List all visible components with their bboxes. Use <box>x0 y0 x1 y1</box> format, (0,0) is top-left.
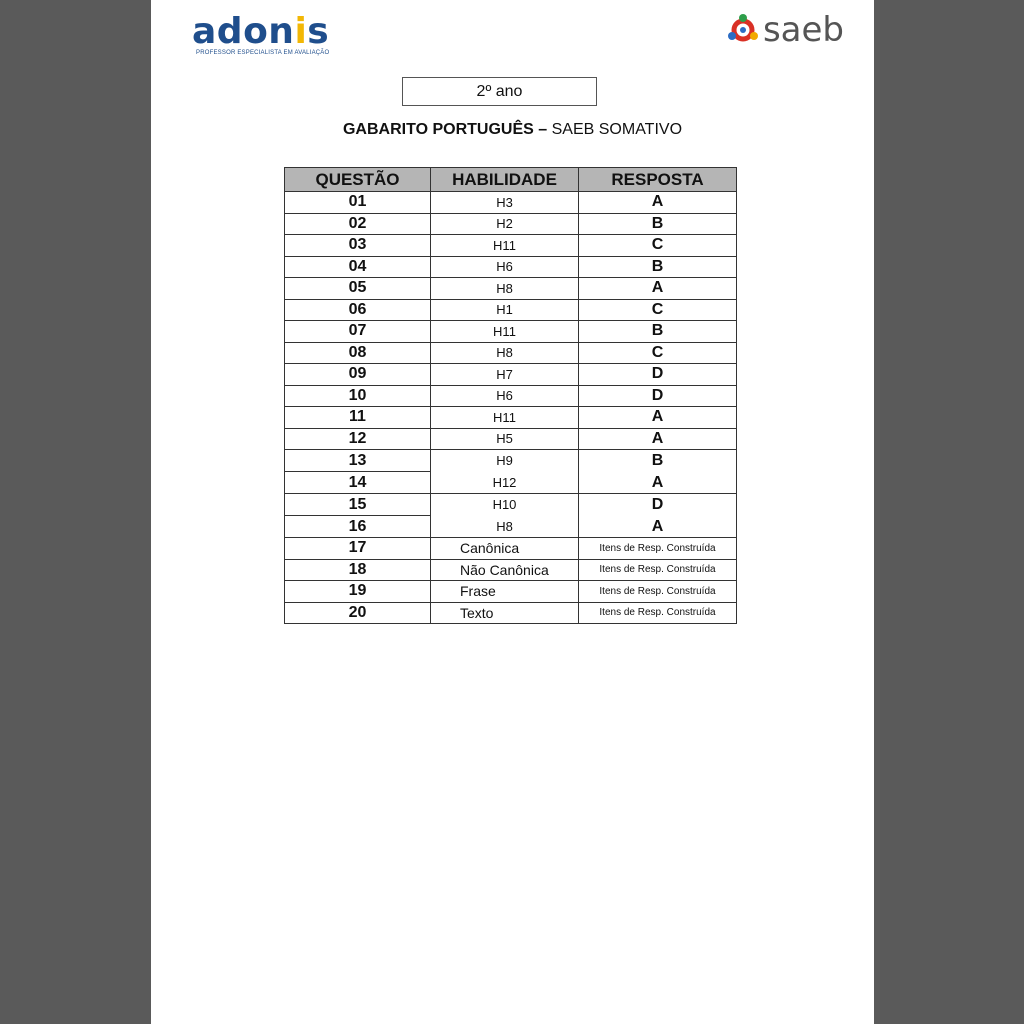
question-number: 07 <box>285 321 431 343</box>
answer-cell: C <box>579 299 737 321</box>
skill-cell: Frase <box>431 581 579 603</box>
table-row <box>285 321 737 343</box>
skill-cell-merged <box>431 494 579 538</box>
question-number: 18 <box>285 559 431 581</box>
skill-cell: H7 <box>431 364 579 386</box>
question-number: 13 <box>285 450 431 472</box>
table-row <box>285 559 737 581</box>
skill-text: H10 <box>492 497 517 512</box>
question-number: 02 <box>285 213 431 235</box>
saeb-logo-wordmark: saeb <box>762 10 844 50</box>
question-number: 17 <box>285 538 431 560</box>
answer-text: B <box>651 452 664 469</box>
answer-cell: C <box>579 235 737 257</box>
skill-cell: H5 <box>431 428 579 450</box>
table-row <box>285 494 737 516</box>
page-title <box>151 121 874 139</box>
question-number: 09 <box>285 364 431 386</box>
table-header-row <box>285 168 737 192</box>
table-row <box>285 428 737 450</box>
table-row <box>285 581 737 603</box>
title-normal: SAEB SOMATIVO <box>551 121 683 138</box>
adonis-logo-tagline: PROFESSOR ESPECIALISTA EM AVALIAÇÃO <box>196 50 330 56</box>
answer-cell: A <box>579 428 737 450</box>
skill-cell: H2 <box>431 213 579 235</box>
table-row <box>285 213 737 235</box>
question-number: 08 <box>285 342 431 364</box>
skill-cell: H8 <box>431 342 579 364</box>
question-number: 01 <box>285 192 431 214</box>
question-number: 12 <box>285 428 431 450</box>
question-number: 14 <box>285 472 431 494</box>
saeb-emblem-icon <box>725 12 761 48</box>
answer-cell: Itens de Resp. Construída <box>579 559 737 581</box>
question-number: 20 <box>285 602 431 624</box>
answer-cell: A <box>579 278 737 300</box>
skill-cell: Não Canônica <box>431 559 579 581</box>
answer-cell: B <box>579 213 737 235</box>
skill-cell: Canônica <box>431 538 579 560</box>
skill-cell: H11 <box>431 321 579 343</box>
answer-cell: Itens de Resp. Construída <box>579 581 737 603</box>
answer-cell: B <box>579 321 737 343</box>
skill-text: H12 <box>492 474 517 490</box>
header-habilidade: HABILIDADE <box>431 168 579 192</box>
skill-cell: H3 <box>431 192 579 214</box>
grade-label: 2º ano <box>402 77 597 106</box>
table-row <box>285 450 737 472</box>
adonis-logo-wordmark: adonis <box>192 11 330 52</box>
skill-text: H9 <box>496 453 513 468</box>
skill-cell: H11 <box>431 235 579 257</box>
table-row <box>285 407 737 429</box>
header-questao: QUESTÃO <box>285 168 431 192</box>
table-row <box>285 235 737 257</box>
skill-cell: Texto <box>431 602 579 624</box>
answer-text: A <box>651 517 664 535</box>
document-page <box>151 0 874 1024</box>
question-number: 15 <box>285 494 431 516</box>
header-resposta: RESPOSTA <box>579 168 737 192</box>
title-bold: GABARITO PORTUGUÊS – <box>342 121 548 138</box>
skill-text: H8 <box>496 518 513 534</box>
answer-cell: D <box>579 385 737 407</box>
skill-cell-merged <box>431 450 579 494</box>
table-row <box>285 364 737 386</box>
question-number: 06 <box>285 299 431 321</box>
question-number: 04 <box>285 256 431 278</box>
skill-cell: H6 <box>431 385 579 407</box>
skill-cell: H1 <box>431 299 579 321</box>
saeb-logo <box>725 10 844 50</box>
answer-cell: Itens de Resp. Construída <box>579 602 737 624</box>
answer-text: D <box>651 496 664 513</box>
question-number: 11 <box>285 407 431 429</box>
answer-cell-merged <box>579 494 737 538</box>
table-row <box>285 538 737 560</box>
answer-cell: B <box>579 256 737 278</box>
table-row <box>285 385 737 407</box>
adonis-logo <box>192 12 342 56</box>
skill-cell: H6 <box>431 256 579 278</box>
table-row <box>285 342 737 364</box>
question-number: 05 <box>285 278 431 300</box>
table-row <box>285 278 737 300</box>
answer-cell: Itens de Resp. Construída <box>579 538 737 560</box>
skill-cell: H8 <box>431 278 579 300</box>
table-row <box>285 256 737 278</box>
skill-cell: H11 <box>431 407 579 429</box>
question-number: 03 <box>285 235 431 257</box>
answer-cell-merged <box>579 450 737 494</box>
answer-cell: C <box>579 342 737 364</box>
question-number: 19 <box>285 581 431 603</box>
question-number: 10 <box>285 385 431 407</box>
answer-text: A <box>651 473 664 491</box>
answer-cell: A <box>579 407 737 429</box>
table-row <box>285 602 737 624</box>
table-row <box>285 299 737 321</box>
answer-cell: D <box>579 364 737 386</box>
table-row <box>285 192 737 214</box>
answer-cell: A <box>579 192 737 214</box>
question-number: 16 <box>285 516 431 538</box>
answer-key-table <box>284 167 737 624</box>
